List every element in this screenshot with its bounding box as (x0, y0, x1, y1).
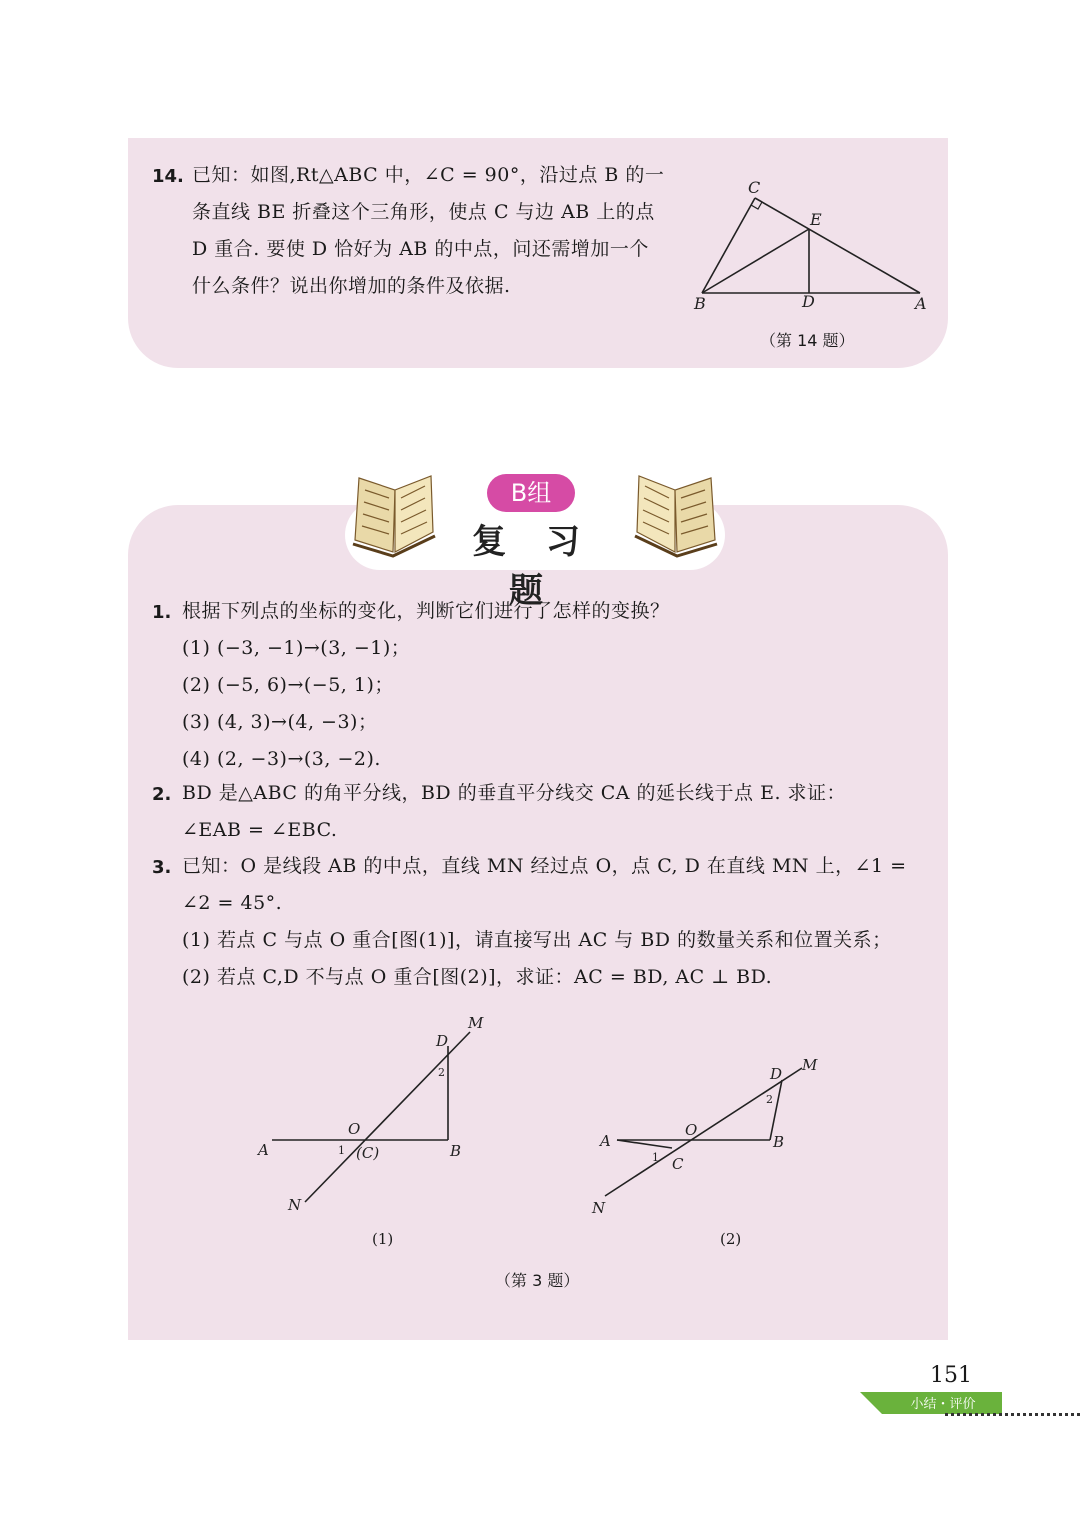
segment-AC (617, 1140, 672, 1148)
figure-14-caption: （第 14 题） (760, 331, 855, 350)
question-14-line: 已知：如图,Rt△ABC 中，∠C = 90°，沿过点 B 的一 (192, 164, 665, 186)
figure-3-caption: （第 3 题） (495, 1271, 580, 1290)
question-1-items (182, 630, 682, 778)
question-1-text: 根据下列点的坐标的变化，判断它们进行了怎样的变换？ (182, 600, 670, 622)
page-number: 151 (930, 1363, 972, 1388)
question-1-item: (1) (−3, −1)→(3, −1)； (182, 637, 411, 659)
question-2-text (182, 775, 927, 849)
label-E: E (810, 210, 822, 229)
question-3-line: (2) 若点 C,D 不与点 O 重合[图(2)]，求证：AC = BD, AC ⊥ BD. (182, 966, 773, 988)
segment-BE (702, 229, 809, 293)
line-MN (305, 1032, 470, 1202)
label-O: O (348, 1120, 361, 1138)
question-14-text (192, 157, 692, 305)
label-D: D (436, 1032, 449, 1050)
label-M: M (802, 1056, 818, 1074)
label-M: M (468, 1014, 484, 1032)
open-book-icon-left (345, 470, 445, 560)
question-3-line: 已知：O 是线段 AB 的中点，直线 MN 经过点 O，点 C, D 在直线 MN 上，∠1 = (182, 855, 907, 877)
figure-14 (690, 175, 940, 315)
segment-DB (770, 1080, 782, 1140)
question-14-number: 14. (152, 166, 184, 187)
question-14-line: 什么条件？说出你增加的条件及依据. (192, 275, 511, 297)
section-label: 小结・评价 (910, 1397, 976, 1412)
label-B: B (450, 1142, 462, 1160)
label-D: D (770, 1065, 783, 1083)
question-1-number: 1. (152, 602, 172, 623)
line-MN (605, 1068, 802, 1196)
figure-3-2-caption: (2) (720, 1230, 742, 1248)
question-1-item: (3) (4, 3)→(4, −3)； (182, 711, 378, 733)
question-2-number: 2. (152, 784, 172, 805)
question-1-item: (2) (−5, 6)→(−5, 1)； (182, 674, 394, 696)
review-title: 复 习 题 (472, 522, 594, 611)
question-3-text (182, 848, 927, 996)
figure-3-1 (250, 1010, 500, 1220)
group-badge: B组 (487, 474, 575, 512)
label-C: C (672, 1155, 684, 1173)
label-angle-1: 1 (338, 1144, 345, 1157)
label-A: A (258, 1141, 269, 1159)
label-A: A (600, 1132, 611, 1150)
question-2-line: BD 是△ABC 的角平分线，BD 的垂直平分线交 CA 的延长线于点 E. 求证： (182, 782, 847, 804)
question-3-line: (1) 若点 C 与点 O 重合[图(1)]，请直接写出 AC 与 BD 的数量关系和位置关系； (182, 929, 892, 951)
segment-CA (755, 198, 920, 293)
label-N: N (592, 1199, 606, 1217)
question-3-line: ∠2 = 45°. (182, 892, 283, 914)
label-angle-2: 2 (766, 1093, 773, 1106)
footer-dotted-rule (945, 1413, 1080, 1416)
segment-CB (702, 198, 755, 293)
question-3-number: 3. (152, 857, 172, 878)
label-angle-1: 1 (652, 1151, 659, 1164)
label-A: A (915, 294, 927, 313)
figure-3-1-caption: (1) (372, 1230, 394, 1248)
question-14-line: 条直线 BE 折叠这个三角形，使点 C 与边 AB 上的点 (192, 201, 655, 223)
label-angle-2: 2 (438, 1066, 445, 1079)
figure-3-2 (590, 1050, 830, 1220)
label-C: (C) (356, 1144, 380, 1162)
question-2-line: ∠EAB = ∠EBC. (182, 819, 338, 841)
label-N: N (288, 1196, 302, 1214)
label-B: B (694, 294, 706, 313)
open-book-icon-right (625, 470, 725, 560)
question-1-item: (4) (2, −3)→(3, −2). (182, 748, 381, 770)
label-O: O (685, 1121, 698, 1139)
label-B: B (773, 1133, 785, 1151)
question-14-line: D 重合. 要使 D 恰好为 AB 的中点，问还需增加一个 (192, 238, 649, 260)
label-C: C (748, 178, 761, 197)
label-D: D (802, 292, 815, 311)
